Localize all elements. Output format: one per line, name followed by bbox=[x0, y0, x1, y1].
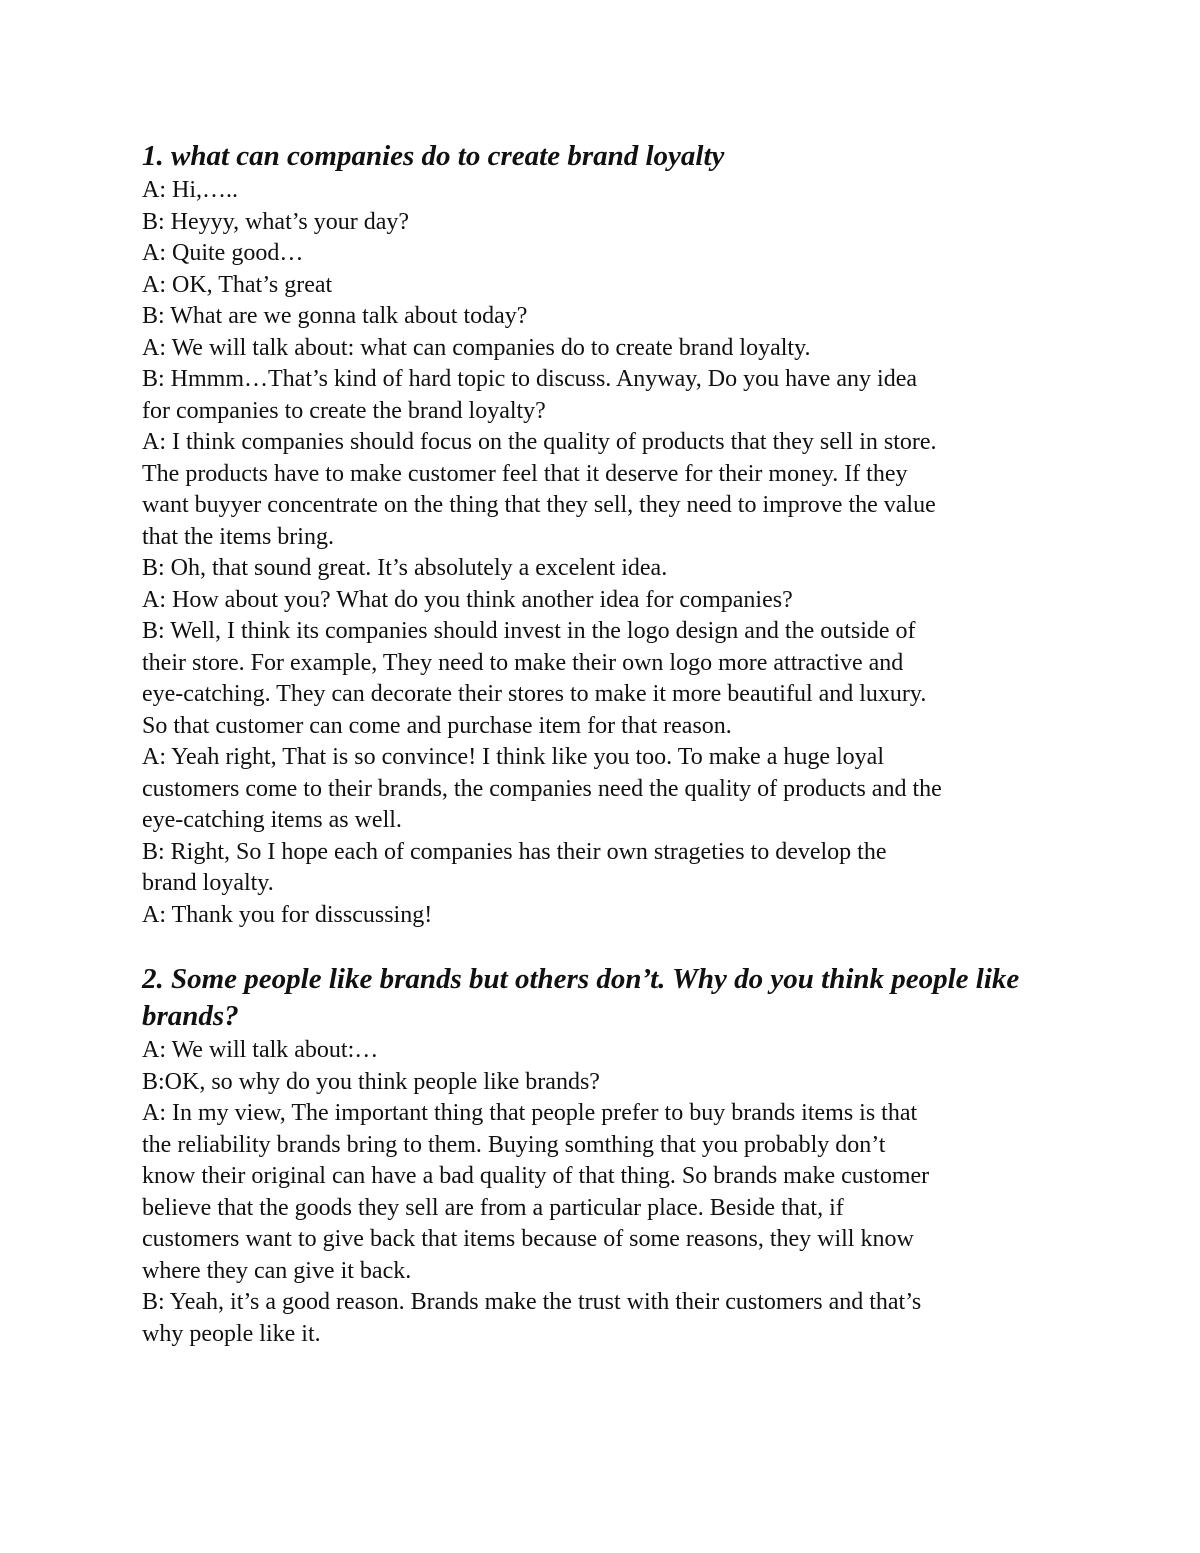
section-2 bbox=[142, 961, 1072, 1350]
dialogue-line: eye-catching items as well. bbox=[142, 807, 402, 833]
dialogue-line: A: We will talk about: what can companies do to create brand loyalty. bbox=[142, 334, 811, 361]
document-page bbox=[142, 138, 1072, 1350]
dialogue-line: A: We will talk about:… bbox=[142, 1037, 379, 1063]
dialogue-line: A: Yeah right, That is so convince! I think like you too. To make a huge loyal bbox=[142, 744, 884, 770]
dialogue-line: want buyyer concentrate on the thing that they sell, they need to improve the value bbox=[142, 492, 936, 518]
dialogue-line: B: What are we gonna talk about today? bbox=[142, 303, 528, 329]
dialogue bbox=[142, 1035, 1072, 1350]
dialogue-line: B: Heyyy, what’s your day? bbox=[142, 208, 410, 235]
dialogue-line: B: Yeah, it’s a good reason. Brands make the trust with their customers and that’s bbox=[142, 1289, 922, 1315]
dialogue-line: why people like it. bbox=[142, 1320, 321, 1347]
dialogue-line: believe that the goods they sell are from a particular place. Beside that, if bbox=[142, 1194, 844, 1221]
dialogue-line: B: Oh, that sound great. It’s absolutely a excelent idea. bbox=[142, 555, 668, 581]
dialogue-line: know their original can have a bad quality of that thing. So brands make customer bbox=[142, 1163, 930, 1189]
dialogue-line: that the items bring. bbox=[142, 523, 334, 550]
dialogue-line: A: How about you? What do you think another idea for companies? bbox=[142, 586, 793, 613]
dialogue-line: A: OK, That’s great bbox=[142, 271, 333, 298]
dialogue-line: A: In my view, The important thing that people prefer to buy brands items is that bbox=[142, 1100, 918, 1126]
dialogue-line: A: Thank you for disscussing! bbox=[142, 901, 433, 928]
dialogue-line: A: Hi,….. bbox=[142, 177, 238, 203]
dialogue-line: for companies to create the brand loyalty? bbox=[142, 397, 546, 424]
dialogue-line: customers come to their brands, the companies need the quality of products and the bbox=[142, 775, 942, 802]
section-1 bbox=[142, 138, 1072, 931]
dialogue-line: eye-catching. They can decorate their stores to make it more beautiful and luxury. bbox=[142, 681, 927, 707]
section-heading: 2. Some people like brands but others don’t. Why do you think people like brands? bbox=[142, 963, 1020, 1032]
dialogue-line: A: Quite good… bbox=[142, 240, 304, 266]
dialogue-line: So that customer can come and purchase item for that reason. bbox=[142, 712, 732, 739]
dialogue-line: their store. For example, They need to make their own logo more attractive and bbox=[142, 649, 904, 676]
dialogue-line: where they can give it back. bbox=[142, 1257, 412, 1284]
dialogue bbox=[142, 175, 1072, 931]
dialogue-line: B: Hmmm…That’s kind of hard topic to discuss. Anyway, Do you have any idea bbox=[142, 366, 917, 392]
dialogue-line: B: Well, I think its companies should invest in the logo design and the outside of bbox=[142, 618, 916, 644]
dialogue-line: B:OK, so why do you think people like brands? bbox=[142, 1068, 600, 1095]
dialogue-line: B: Right, So I hope each of companies has their own strageties to develop the bbox=[142, 838, 887, 865]
section-heading: 1. what can companies do to create brand loyalty bbox=[142, 140, 725, 172]
dialogue-line: A: I think companies should focus on the quality of products that they sell in store. bbox=[142, 429, 937, 455]
dialogue-line: The products have to make customer feel that it deserve for their money. If they bbox=[142, 460, 908, 487]
dialogue-line: customers want to give back that items because of some reasons, they will know bbox=[142, 1226, 914, 1252]
dialogue-line: the reliability brands bring to them. Buying somthing that you probably don’t bbox=[142, 1131, 886, 1158]
dialogue-line: brand loyalty. bbox=[142, 870, 274, 896]
